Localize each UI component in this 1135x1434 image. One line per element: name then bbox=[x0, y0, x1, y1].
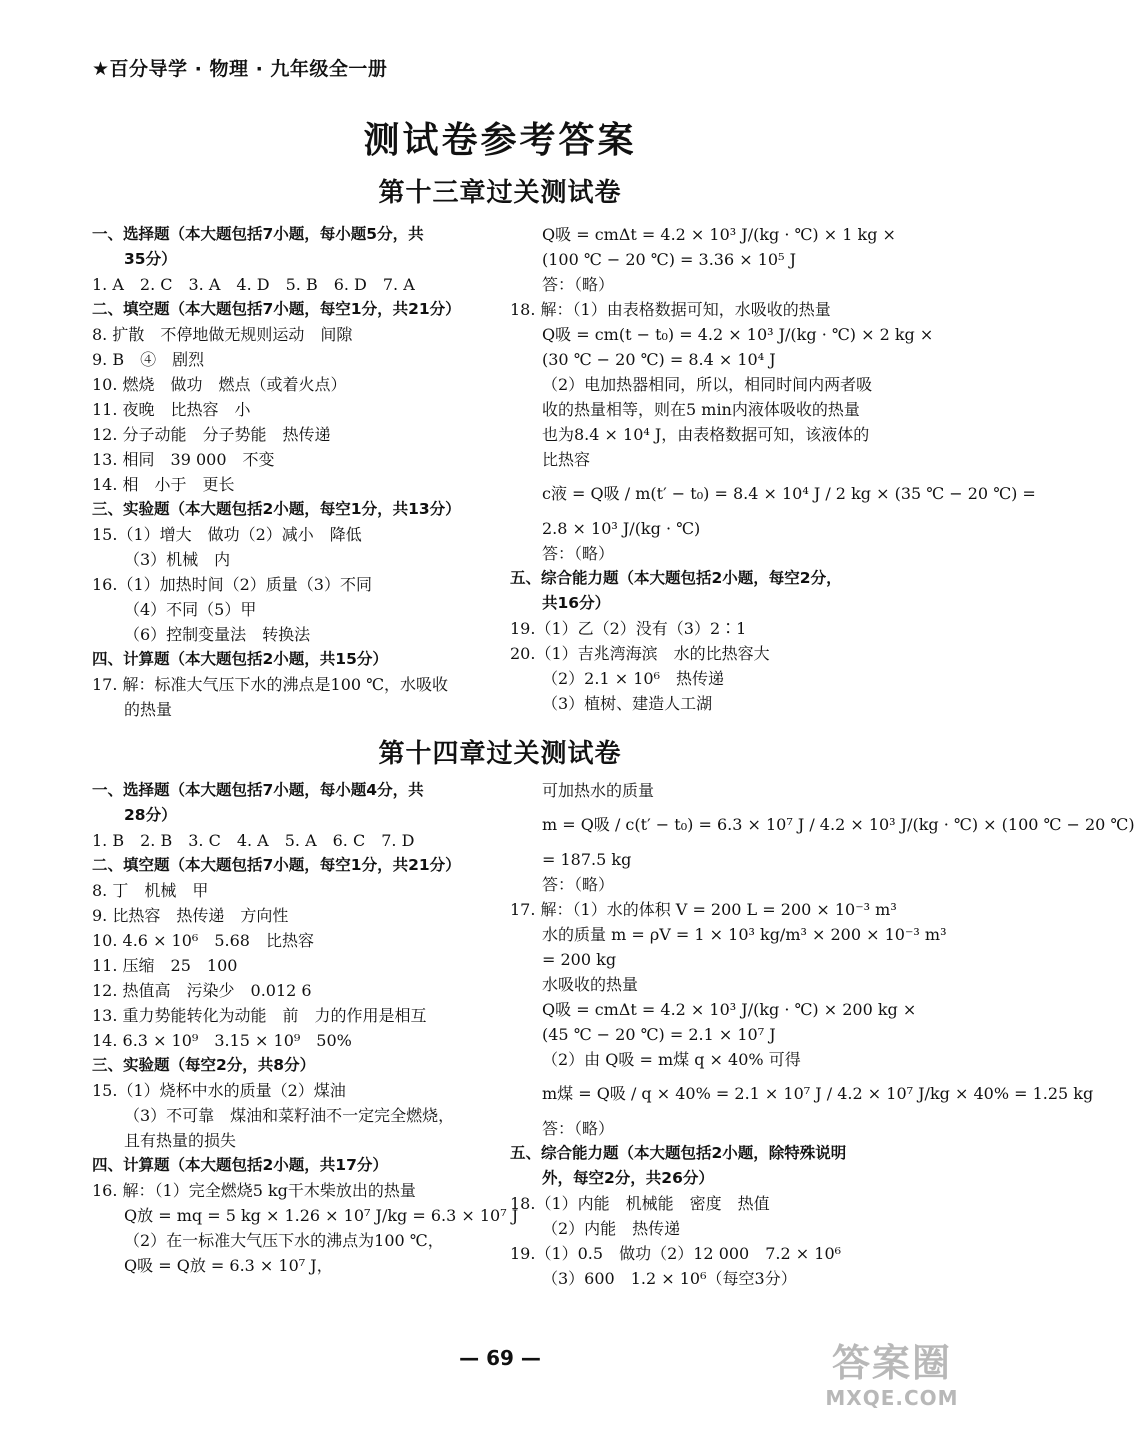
answer-line: Q吸 = cmΔt = 4.2 × 10³ J/(kg · ℃) × 1 kg × bbox=[542, 225, 896, 244]
watermark-url: MXQE.COM bbox=[825, 1386, 959, 1410]
answer-line: （2）电加热器相同，所以，相同时间内两者吸 bbox=[542, 375, 873, 394]
answer-line: 共16分） bbox=[542, 594, 611, 612]
answer-line: 1. A 2. C 3. A 4. D 5. B 6. D 7. A bbox=[92, 275, 415, 294]
answer-line: 16. 解：（1）完全燃烧5 kg干木柴放出的热量 bbox=[92, 1181, 416, 1200]
section-ch14-left-column bbox=[92, 778, 519, 1278]
answer-line: 16.（1）加热时间（2）质量（3）不同 bbox=[92, 575, 372, 594]
answer-line: 答：（略） bbox=[542, 1119, 615, 1138]
answer-line: 35分） bbox=[124, 250, 177, 268]
answer-line: 1. B 2. B 3. C 4. A 5. A 6. C 7. D bbox=[92, 831, 415, 850]
page-number: — 69 — bbox=[459, 1346, 541, 1370]
answer-line: 2.8 × 10³ J/(kg · ℃) bbox=[542, 519, 701, 538]
answer-line: = 187.5 kg bbox=[542, 850, 632, 869]
answer-line: 二、填空题（本大题包括7小题，每空1分，共21分） bbox=[92, 300, 461, 318]
answer-line: （2）在一标准大气压下水的沸点为100 ℃， bbox=[124, 1231, 444, 1250]
answer-line: （3）植树、建造人工湖 bbox=[542, 694, 713, 713]
answer-line: 9. 比热容 热传递 方向性 bbox=[92, 906, 289, 925]
section-title-ch14: 第十四章过关测试卷 bbox=[378, 739, 622, 769]
answer-line: 12. 热值高 污染少 0.012 6 bbox=[92, 981, 312, 1000]
answer-line: 11. 夜晚 比热容 小 bbox=[92, 400, 251, 419]
answer-line: (45 ℃ − 20 ℃) = 2.1 × 10⁷ J bbox=[542, 1025, 776, 1044]
answer-line: （2）2.1 × 10⁶ 热传递 bbox=[542, 669, 724, 688]
answer-line: 且有热量的损失 bbox=[124, 1131, 237, 1150]
answer-line: m = Q吸 / c(t′ − t₀) = 6.3 × 10⁷ J / 4.2 × 10³ J/(kg · ℃) × (100 ℃ − 20 ℃) bbox=[542, 815, 1135, 834]
answer-line: (30 ℃ − 20 ℃) = 8.4 × 10⁴ J bbox=[542, 350, 776, 369]
answer-line: 14. 相 小于 更长 bbox=[92, 475, 235, 494]
answer-line: （2）由 Q吸 = m煤 q × 40% 可得 bbox=[542, 1050, 801, 1069]
answer-line: 五、综合能力题（本大题包括2小题，除特殊说明 bbox=[510, 1144, 847, 1162]
answer-line: （3）不可靠 煤油和菜籽油不一定完全燃烧， bbox=[124, 1106, 455, 1125]
answer-line: c液 = Q吸 / m(t′ − t₀) = 8.4 × 10⁴ J / 2 kg × (35 ℃ − 20 ℃) = bbox=[542, 484, 1036, 503]
answer-line: 的热量 bbox=[124, 700, 173, 719]
answer-line: 一、选择题（本大题包括7小题，每小题4分，共 bbox=[92, 781, 424, 799]
section-ch13-left-column bbox=[92, 222, 492, 722]
answer-line: Q放 = mq = 5 kg × 1.26 × 10⁷ J/kg = 6.3 × 10⁷ J bbox=[124, 1206, 519, 1225]
answer-line: 17. 解：标准大气压下水的沸点是100 ℃，水吸收 bbox=[92, 675, 449, 694]
answer-line: （3）600 1.2 × 10⁶（每空3分） bbox=[542, 1269, 797, 1288]
answer-line: 15.（1）增大 做功（2）减小 降低 bbox=[92, 525, 362, 544]
watermark-text: 答案圈 bbox=[831, 1341, 952, 1385]
answer-line: 11. 压缩 25 100 bbox=[92, 956, 238, 975]
answer-line: 13. 相同 39 000 不变 bbox=[92, 450, 275, 469]
answer-line: 外，每空2分，共26分） bbox=[542, 1169, 714, 1187]
answer-line: Q吸 = cm(t − t₀) = 4.2 × 10³ J/(kg · ℃) × 2 kg × bbox=[542, 325, 934, 344]
answer-line: (100 ℃ − 20 ℃) = 3.36 × 10⁵ J bbox=[542, 250, 796, 269]
answer-line: 12. 分子动能 分子势能 热传递 bbox=[92, 425, 331, 444]
answer-line: m煤 = Q吸 / q × 40% = 2.1 × 10⁷ J / 4.2 × 10⁷ J/kg × 40% = 1.25 kg bbox=[542, 1084, 1094, 1103]
answer-line: 8. 丁 机械 甲 bbox=[92, 881, 209, 900]
answer-line: 一、选择题（本大题包括7小题，每小题5分，共 bbox=[92, 225, 424, 243]
answer-line: 10. 燃烧 做功 燃点（或着火点） bbox=[92, 375, 347, 394]
section-ch14-right-column bbox=[510, 778, 1135, 1291]
answer-line: 17. 解：（1）水的体积 V = 200 L = 200 × 10⁻³ m³ bbox=[510, 900, 897, 919]
answer-line: 9. B ④ 剧烈 bbox=[92, 350, 205, 369]
answer-line: 答：（略） bbox=[542, 275, 615, 294]
answer-line: 水吸收的热量 bbox=[542, 975, 639, 994]
answer-line: 答：（略） bbox=[542, 875, 615, 894]
answer-line: 五、综合能力题（本大题包括2小题，每空2分， bbox=[510, 569, 842, 587]
watermark-logo bbox=[802, 1340, 982, 1422]
answer-line: 三、实验题（每空2分，共8分） bbox=[92, 1056, 316, 1074]
answer-line: = 200 kg bbox=[542, 950, 617, 969]
answer-line: 18. 解：（1）由表格数据可知，水吸收的热量 bbox=[510, 300, 831, 319]
answer-line: 14. 6.3 × 10⁹ 3.15 × 10⁹ 50% bbox=[92, 1031, 352, 1050]
answer-line: 10. 4.6 × 10⁶ 5.68 比热容 bbox=[92, 931, 314, 950]
answer-line: （2）内能 热传递 bbox=[542, 1219, 681, 1238]
answer-line: 28分） bbox=[124, 806, 177, 824]
answer-line: 比热容 bbox=[542, 450, 591, 469]
section-ch13-right-column bbox=[510, 222, 1036, 716]
answer-line: 三、实验题（本大题包括2小题，每空1分，共13分） bbox=[92, 500, 461, 518]
answer-line: 可加热水的质量 bbox=[542, 781, 655, 800]
answer-line: 8. 扩散 不停地做无规则运动 间隙 bbox=[92, 325, 353, 344]
answer-line: 19.（1）乙（2）没有（3）2∶1 bbox=[510, 619, 747, 638]
answer-line: 13. 重力势能转化为动能 前 力的作用是相互 bbox=[92, 1006, 427, 1025]
answer-line: 答：（略） bbox=[542, 544, 615, 563]
series-header: ★百分导学 · 物理 · 九年级全一册 bbox=[92, 58, 388, 80]
answer-line: 20.（1）吉兆湾海滨 水的比热容大 bbox=[510, 644, 770, 663]
answer-line: 水的质量 m = ρV = 1 × 10³ kg/m³ × 200 × 10⁻³ m³ bbox=[542, 925, 947, 944]
answer-line: 二、填空题（本大题包括7小题，每空1分，共21分） bbox=[92, 856, 461, 874]
answer-line: 收的热量相等，则在5 min内液体吸收的热量 bbox=[542, 400, 860, 419]
answer-line: （3）机械 内 bbox=[124, 550, 231, 569]
answer-line: 也为8.4 × 10⁴ J，由表格数据可知，该液体的 bbox=[542, 425, 870, 444]
answer-line: Q吸 = Q放 = 6.3 × 10⁷ J， bbox=[124, 1256, 333, 1275]
page-title: 测试卷参考答案 bbox=[363, 120, 637, 161]
answer-line: 19.（1）0.5 做功（2）12 000 7.2 × 10⁶ bbox=[510, 1244, 842, 1263]
answer-line: 15.（1）烧杯中水的质量（2）煤油 bbox=[92, 1081, 346, 1100]
section-title-ch13: 第十三章过关测试卷 bbox=[378, 178, 622, 208]
answer-line: （4）不同（5）甲 bbox=[124, 600, 257, 619]
answer-line: （6）控制变量法 转换法 bbox=[124, 625, 311, 644]
answer-line: Q吸 = cmΔt = 4.2 × 10³ J/(kg · ℃) × 200 kg × bbox=[542, 1000, 917, 1019]
answer-line: 18.（1）内能 机械能 密度 热值 bbox=[510, 1194, 770, 1213]
answer-line: 四、计算题（本大题包括2小题，共17分） bbox=[92, 1156, 388, 1174]
answer-line: 四、计算题（本大题包括2小题，共15分） bbox=[92, 650, 388, 668]
